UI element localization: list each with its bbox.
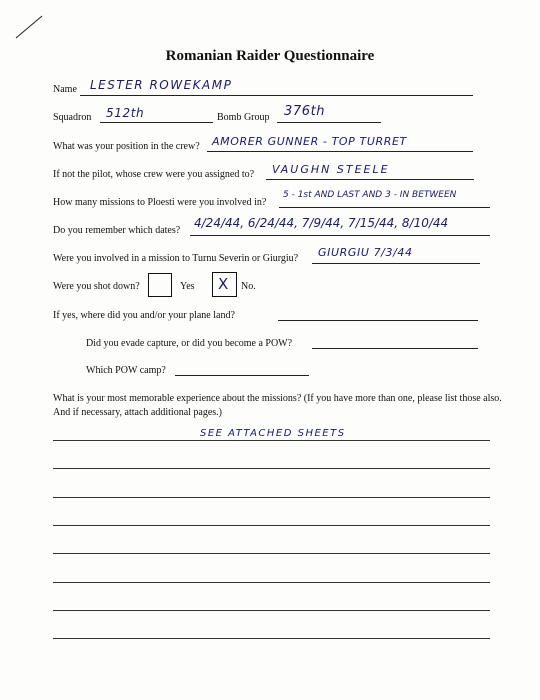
crew-line — [266, 179, 474, 180]
land-label: If yes, where did you and/or your plane land? — [53, 310, 235, 321]
bombgroup-line — [277, 122, 381, 123]
answer-line[interactable] — [53, 497, 490, 498]
answer-line[interactable] — [53, 553, 490, 554]
land-line[interactable] — [278, 320, 478, 321]
form-title: Romanian Raider Questionnaire — [165, 48, 375, 64]
yes-checkbox[interactable] — [148, 273, 172, 297]
name-line — [80, 95, 473, 96]
answer-line[interactable] — [53, 468, 490, 469]
missions-field[interactable]: 5 - 1st AND LAST AND 3 - IN BETWEEN — [283, 190, 457, 200]
turnu-line — [312, 263, 480, 264]
crew-label: If not the pilot, whose crew were you assigned to? — [53, 169, 255, 180]
position-line — [207, 151, 473, 152]
yes-label: Yes — [180, 281, 195, 292]
answer-line[interactable] — [53, 638, 490, 639]
answer-line[interactable] — [53, 610, 490, 611]
name-field[interactable]: LESTER ROWEKAMP — [90, 78, 233, 92]
pow-line[interactable] — [175, 375, 309, 376]
missions-line — [279, 207, 490, 208]
squadron-line — [100, 122, 213, 123]
position-field[interactable]: AMORER GUNNER - TOP TURRET — [212, 135, 407, 148]
pow-label: Which POW camp? — [86, 365, 166, 376]
evade-line[interactable] — [312, 348, 478, 349]
memorable-label: What is your most memorable experience about the missions? (If you have more than one, please list those also. And if necessary, attach additional pages.) — [53, 393, 502, 418]
dates-field[interactable]: 4/24/44, 6/24/44, 7/9/44, 7/15/44, 8/10/44 — [194, 216, 449, 230]
pen-mark — [14, 12, 44, 42]
bombgroup-label: Bomb Group — [217, 112, 270, 123]
answer-line[interactable] — [53, 440, 490, 441]
crew-field[interactable]: VAUGHN STEELE — [272, 163, 390, 176]
answer-line[interactable] — [53, 582, 490, 583]
no-label: No. — [241, 281, 256, 292]
turnu-label: Were you involved in a mission to Turnu Severin or Giurgiu? — [53, 253, 299, 264]
no-checkbox[interactable] — [212, 272, 237, 297]
position-label: What was your position in the crew? — [53, 141, 200, 152]
turnu-field[interactable]: GIURGIU 7/3/44 — [318, 246, 413, 259]
no-check-mark: X — [218, 275, 229, 293]
shot-label: Were you shot down? — [53, 281, 140, 292]
answer-line[interactable] — [53, 525, 490, 526]
squadron-field[interactable]: 512th — [106, 106, 145, 120]
squadron-label: Squadron — [53, 112, 92, 123]
dates-line — [190, 235, 490, 236]
missions-label: How many missions to Ploesti were you involved in? — [53, 197, 267, 208]
name-label: Name — [53, 84, 77, 95]
dates-label: Do you remember which dates? — [53, 225, 181, 236]
memorable-field[interactable]: SEE ATTACHED SHEETS — [200, 428, 346, 439]
bombgroup-field[interactable]: 376th — [284, 104, 326, 119]
evade-label: Did you evade capture, or did you become a POW? — [86, 338, 293, 349]
